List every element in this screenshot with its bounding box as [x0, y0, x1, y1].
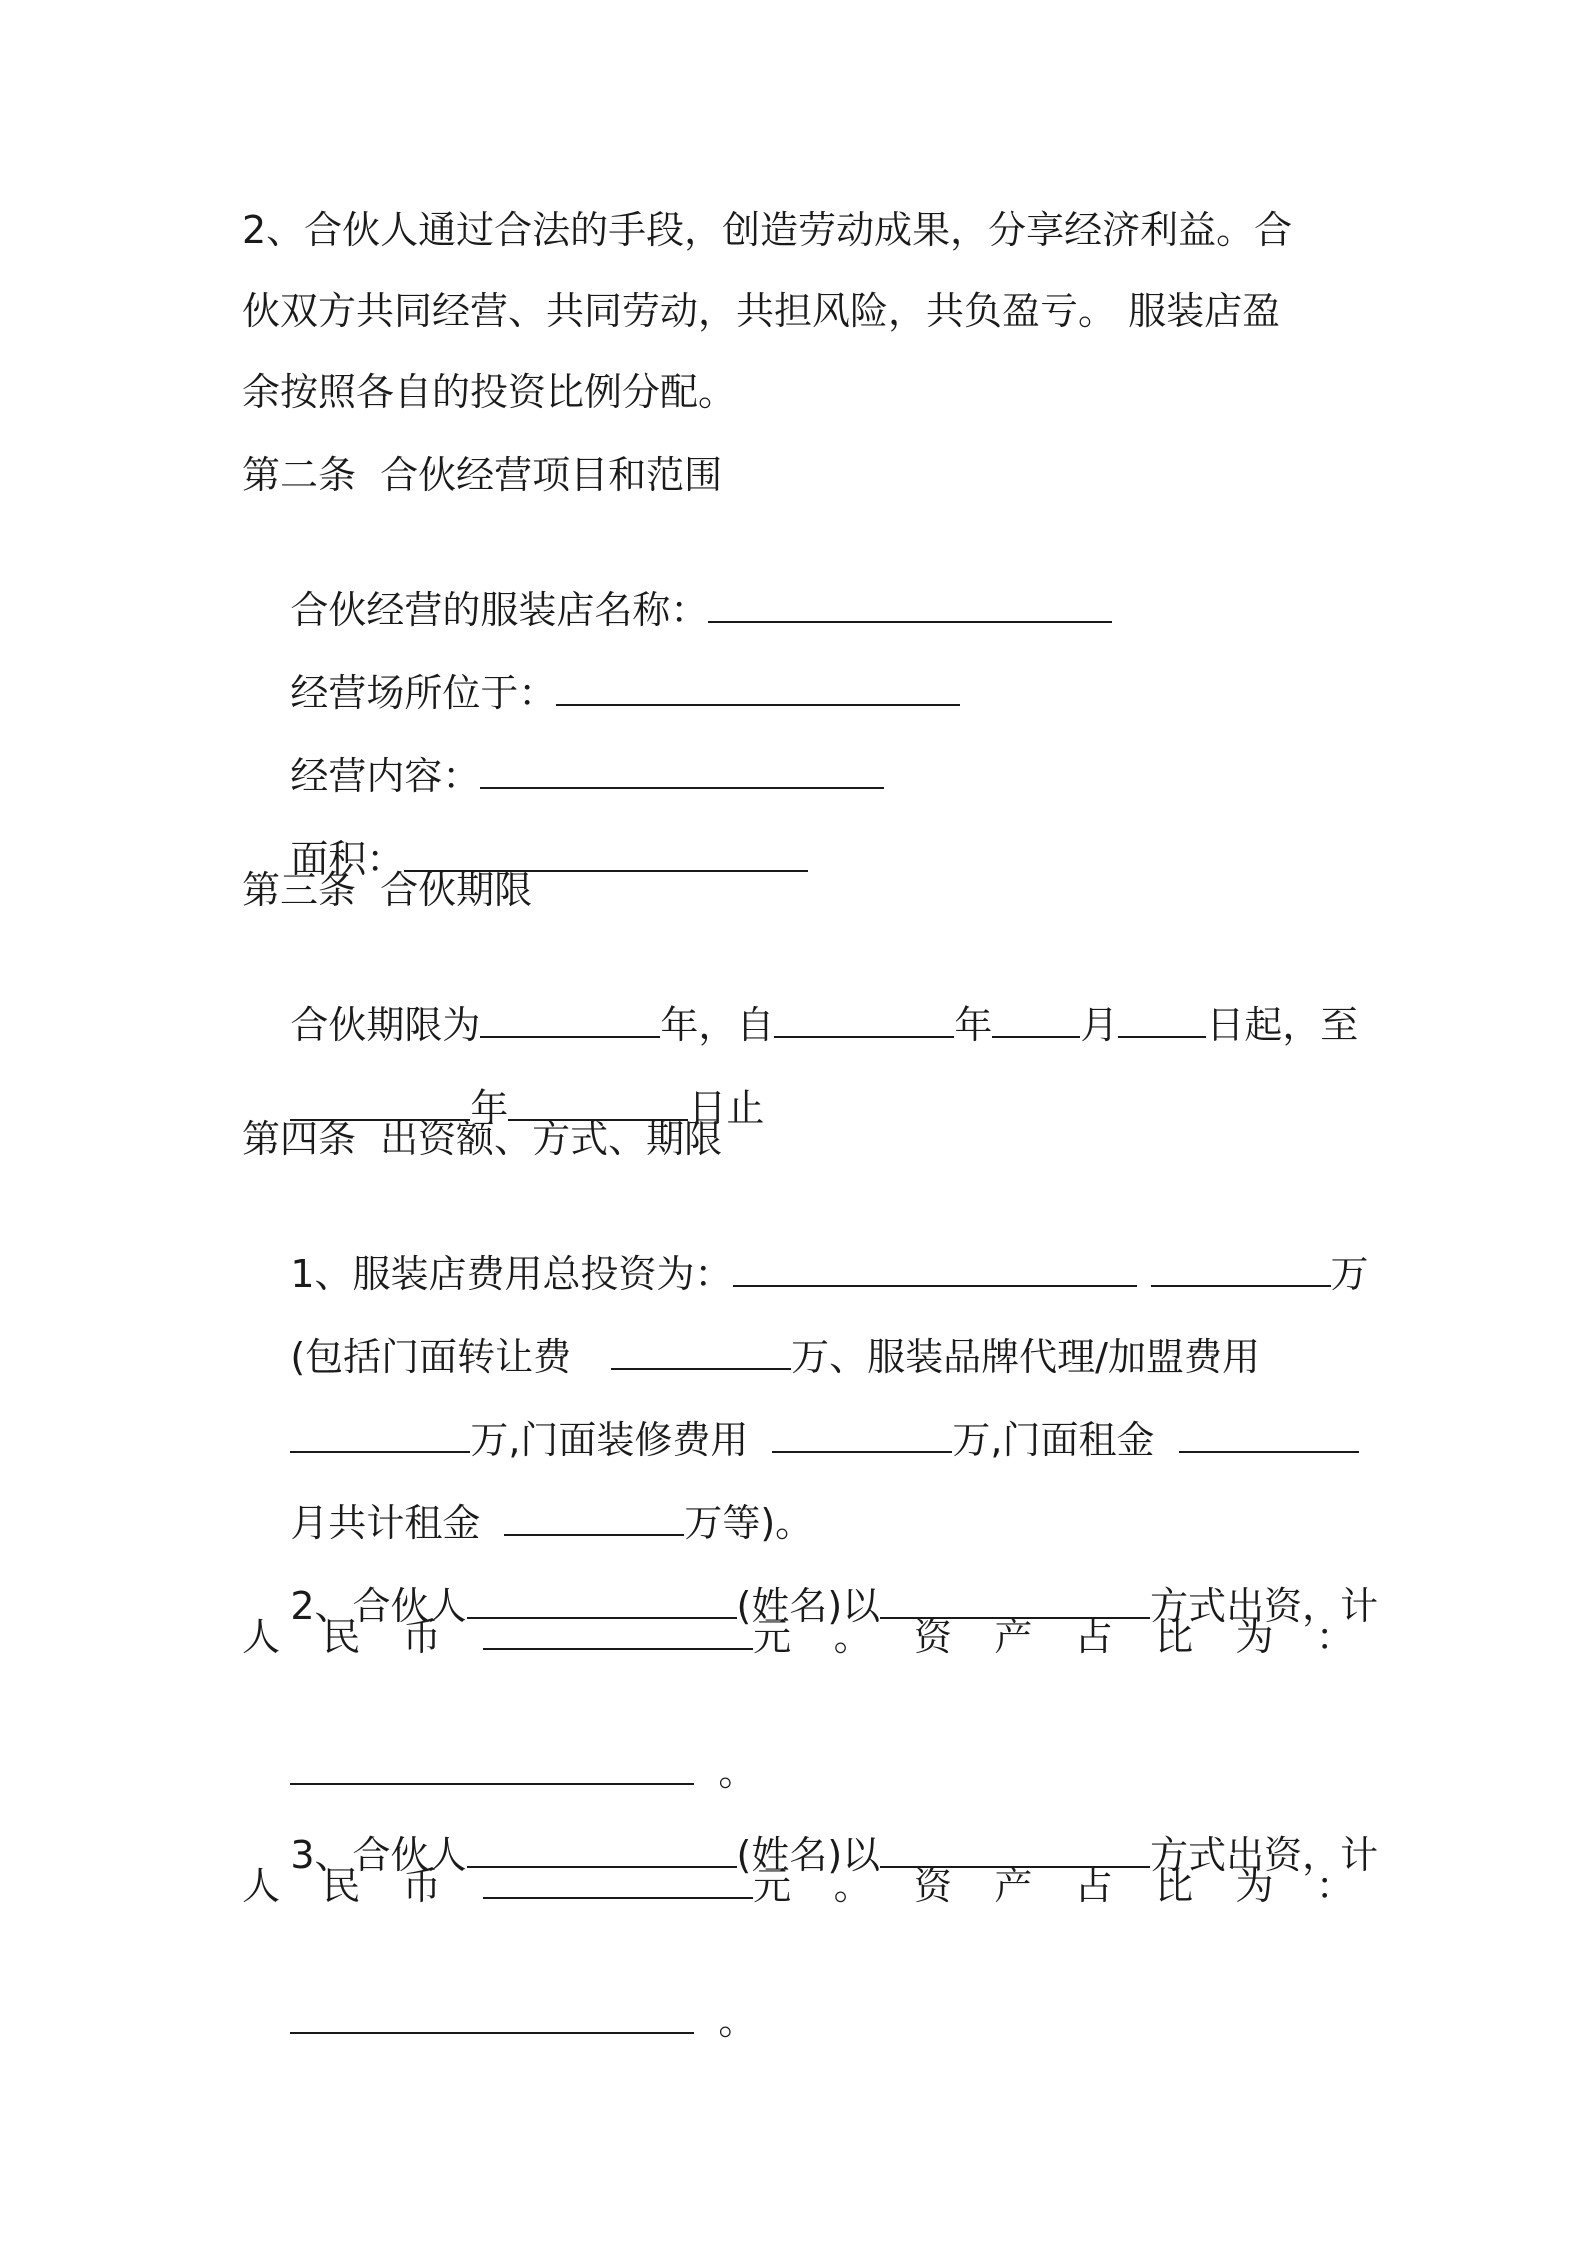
brand-fee-label: 万、服装品牌代理/加盟费用	[791, 1335, 1260, 1379]
breakdown-row-3	[242, 1445, 1354, 1545]
partner3-amount-blank[interactable]	[483, 1861, 753, 1899]
decoration-fee-label: 万,门面装修费用	[470, 1418, 749, 1462]
term-row-2	[242, 1030, 1354, 1130]
partner3-ratio-4: 为	[1235, 1864, 1274, 1908]
total-investment-unit: 万	[1330, 1252, 1369, 1296]
partner2-ratio-0: 资	[913, 1615, 952, 1659]
partner2-period: 。	[833, 1615, 872, 1659]
start-day-to-label: 日起，至	[1206, 1003, 1359, 1047]
transfer-fee-label: (包括门面转让费	[290, 1335, 572, 1379]
breakdown-row-2	[242, 1362, 1354, 1462]
partner3-ratio-2: 占	[1074, 1864, 1113, 1908]
clause1-line3: 余按照各自的投资比例分配。	[242, 370, 737, 414]
partner2-amount-blank[interactable]	[483, 1612, 753, 1650]
rent-label: 万,门面租金	[952, 1418, 1155, 1462]
partner2-row-2	[242, 1611, 1354, 1663]
partner2-ratio-4: 为	[1235, 1615, 1274, 1659]
partner2-ratio-5: ：	[1315, 1615, 1354, 1659]
total-rent-label: 月共计租金	[290, 1501, 481, 1545]
location-row	[242, 615, 1354, 715]
partner2-ratio-1: 产	[994, 1615, 1033, 1659]
breakdown-row-1	[242, 1279, 1354, 1379]
partner2-rmb-0: 人	[242, 1615, 281, 1659]
partner3-rmb-2: 币	[402, 1864, 441, 1908]
area-label: 面积：	[290, 837, 405, 881]
clause1-line2: 伙双方共同经营、共同劳动，共担风险，共负盈亏。 服装店盈	[242, 289, 1281, 333]
partner3-rmb-1: 民	[322, 1864, 361, 1908]
partner3-yuan: 元	[753, 1864, 792, 1908]
partner2-name-label: (姓名)以	[736, 1584, 881, 1628]
partner3-ratio-5: ：	[1315, 1864, 1354, 1908]
partner3-ratio-0: 资	[913, 1864, 952, 1908]
partner2-rmb-1: 民	[322, 1615, 361, 1659]
partner3-ratio-1: 产	[994, 1864, 1033, 1908]
partner3-prefix: 3、合伙人	[290, 1833, 467, 1877]
partner3-name-label: (姓名)以	[736, 1833, 881, 1877]
partner3-method-label: 方式出资，计	[1150, 1833, 1379, 1877]
shop-name-label: 合伙经营的服装店名称：	[290, 588, 709, 632]
partner3-end: 。	[718, 1999, 757, 2043]
shop-name-row	[242, 532, 1354, 632]
article2-heading: 第二条 合伙经营项目和范围	[242, 453, 723, 497]
term-prefix: 合伙期限为	[290, 1003, 481, 1047]
location-label: 经营场所位于：	[290, 671, 557, 715]
start-year-label: 年	[954, 1003, 993, 1047]
partner2-yuan: 元	[753, 1615, 792, 1659]
total-investment-row	[242, 1196, 1369, 1296]
article3-heading: 第三条 合伙期限	[242, 868, 533, 912]
article4-heading: 第四条 出资额、方式、期限	[242, 1117, 723, 1161]
content-label: 经营内容：	[290, 754, 481, 798]
area-row	[242, 781, 1354, 881]
partner3-rmb-0: 人	[242, 1864, 281, 1908]
partner2-row-3	[242, 1694, 1354, 1794]
partner3-row-1	[242, 1777, 1379, 1877]
partner2-prefix: 2、合伙人	[290, 1584, 467, 1628]
partner3-row-2	[242, 1860, 1354, 1912]
partner3-ratio-blank[interactable]	[290, 1996, 694, 2034]
total-investment-label: 1、服装店费用总投资为：	[290, 1252, 733, 1296]
partner2-ratio-3: 比	[1155, 1615, 1194, 1659]
partner2-end: 。	[718, 1750, 757, 1794]
term-year-from: 年，自	[660, 1003, 775, 1047]
partner2-row-1	[242, 1528, 1379, 1628]
partner3-ratio-3: 比	[1155, 1864, 1194, 1908]
start-month-label: 月	[1080, 1003, 1119, 1047]
partner2-ratio-2: 占	[1074, 1615, 1113, 1659]
total-rent-unit: 万等)。	[684, 1501, 814, 1545]
content-row	[242, 698, 1354, 798]
end-year-label: 年	[470, 1086, 509, 1130]
partner3-period: 。	[833, 1864, 872, 1908]
partner2-method-label: 方式出资，计	[1150, 1584, 1379, 1628]
clause1-line1: 2、合伙人通过合法的手段，创造劳动成果，分享经济利益。合	[242, 208, 1293, 252]
end-day-label: 日止	[688, 1086, 765, 1130]
partner2-rmb-2: 币	[402, 1615, 441, 1659]
partner3-row-3	[242, 1943, 1354, 2043]
term-row-1	[242, 947, 1359, 1047]
